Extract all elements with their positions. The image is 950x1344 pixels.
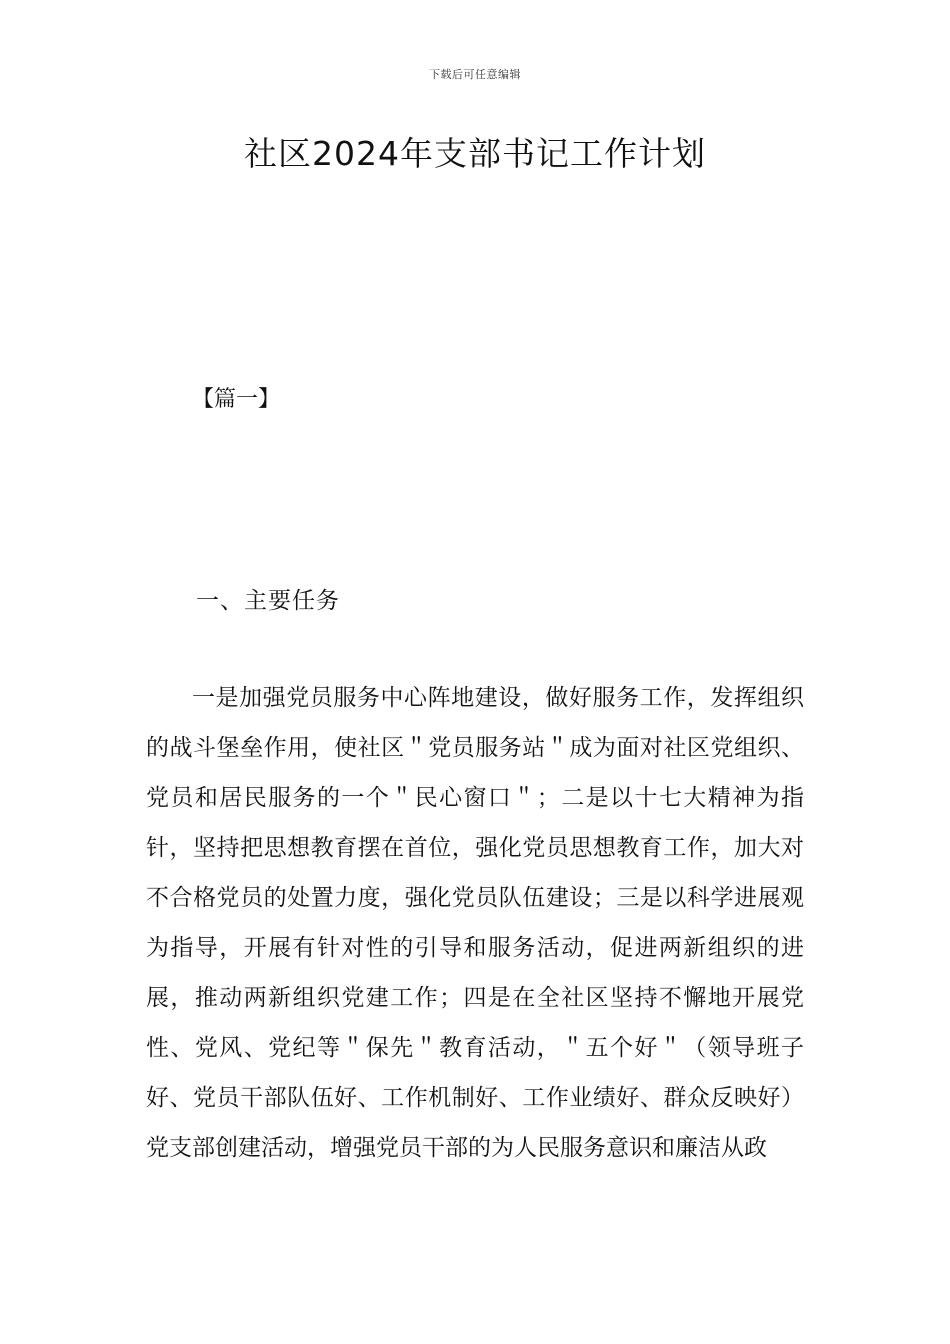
document-title: 社区2024年支部书记工作计划 — [244, 134, 706, 173]
section-heading: 一、主要任务 — [196, 588, 340, 614]
section-label: 【篇一】 — [192, 387, 281, 412]
header-note: 下载后可任意编辑 — [429, 68, 521, 81]
body-paragraph: 一是加强党员服务中心阵地建设，做好服务工作，发挥组织的战斗堡垒作用，使社区＂党员服务站＂成为面对社区党组织、党员和居民服务的一个＂民心窗口＂；二是以十七大精神为指针，坚持把思想教育摆在首位，强化党员思想教育工作，加大对不合格党员的处置力度，强化党员队伍建设；三是以科学进展观为指导，开展有针对性的引导和服务活动，促进两新组织的进展，推动两新组织党建工作；四是在全社区坚持不懈地开展党性、党风、党纪等＂保先＂教育活动，＂五个好＂（领导班子好、党员干部队伍好、工作机制好、工作业绩好、群众反映好）党支部创建活动，增强党员干部的为人民服务意识和廉洁从政 — [146, 685, 804, 1161]
